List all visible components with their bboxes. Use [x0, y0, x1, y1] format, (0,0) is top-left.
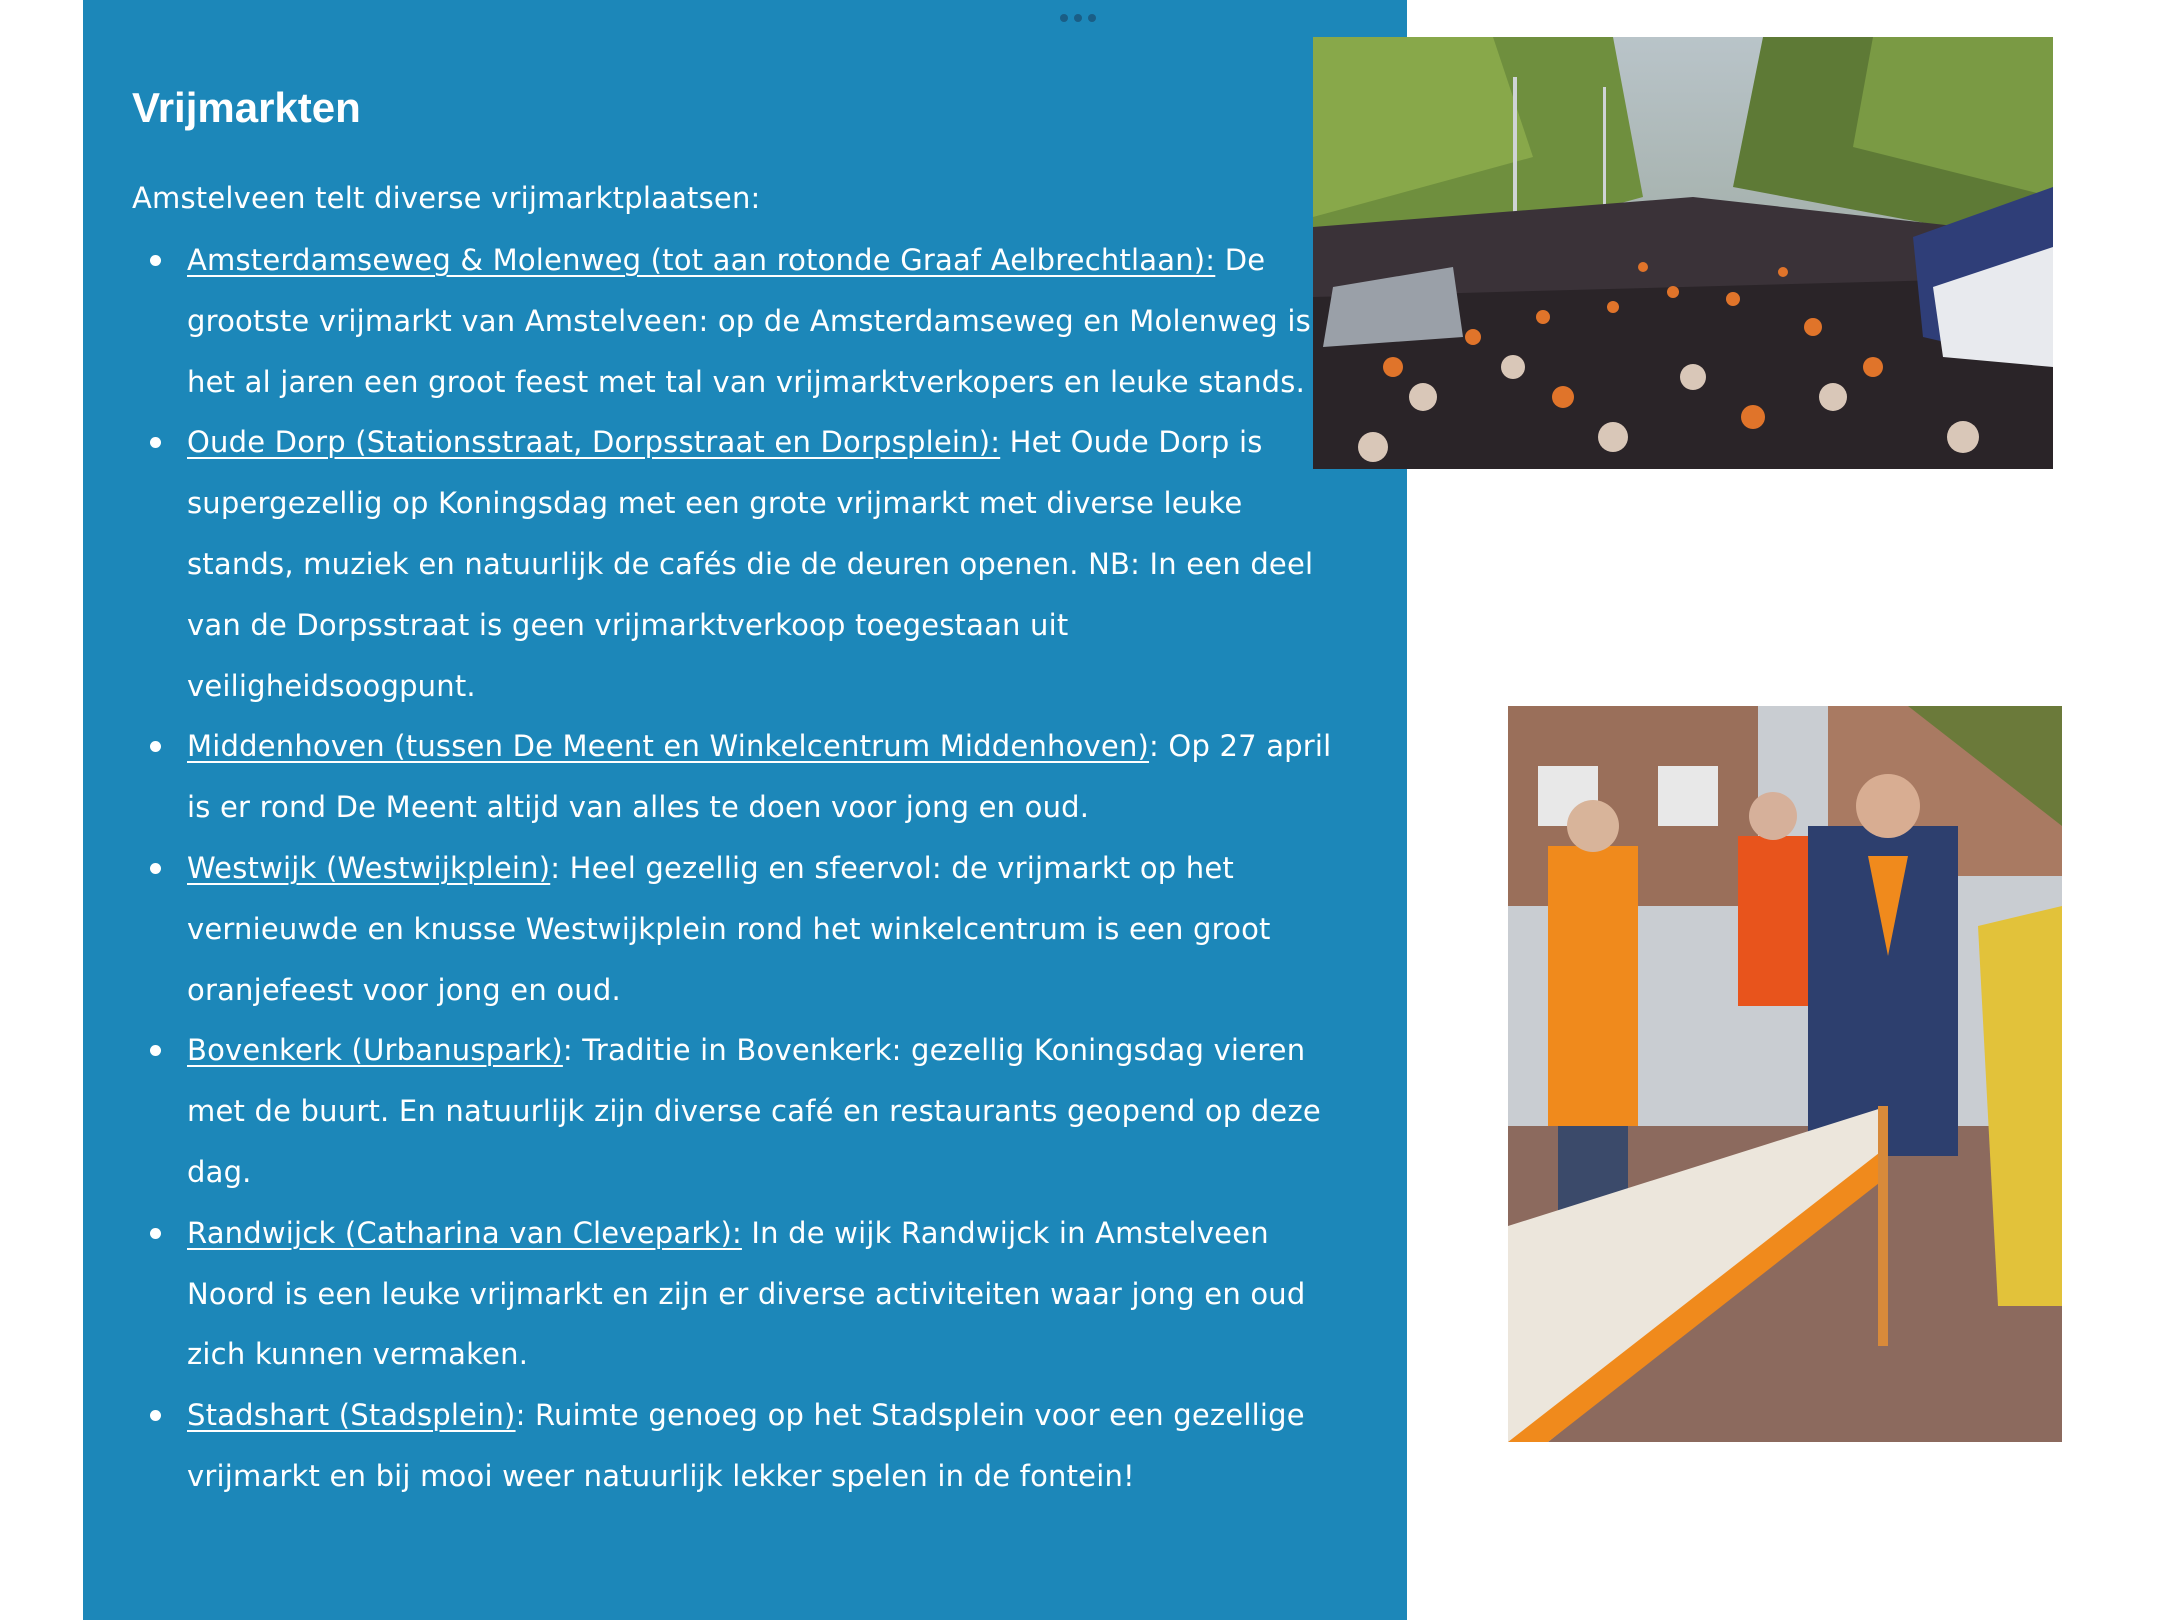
market-link[interactable]: Middenhoven (tussen De Meent en Winkelcentrum Middenhoven)	[187, 729, 1150, 764]
market-link[interactable]: Amsterdamseweg & Molenweg (tot aan rotonde Graaf Aelbrechtlaan):	[187, 243, 1216, 277]
market-description: : Ruimte genoeg op het Stadsplein voor een gezellige vrijmarkt en bij mooi weer natuurlijk lekker spelen in de fontein!	[187, 1398, 1305, 1493]
page-title: Vrijmarkten	[132, 84, 361, 131]
market-link[interactable]: Westwijk (Westwijkplein)	[187, 850, 551, 885]
market-description: Het Oude Dorp is supergezellig op Koningsdag met een grote vrijmarkt met diverse leuke stands, muziek en natuurlijk de cafés die de deuren openen. NB: In een deel van de Dorpsstraat is geen vrijmarktverkoop toegestaan uit veiligheidsoogpunt.	[187, 425, 1314, 703]
market-description: : Heel gezellig en sfeervol: de vrijmarkt op het vernieuwde en knusse Westwijkplein rond het winkelcentrum is een groot oranjefeest voor jong en oud.	[187, 850, 1271, 1007]
list-item	[132, 1203, 1332, 1385]
drag-handle-icon[interactable]	[1060, 14, 1096, 22]
market-description: In de wijk Randwijck in Amstelveen Noord is een leuke vrijmarkt en zijn er diverse activiteiten waar jong en oud zich kunnen vermaken.	[187, 1215, 1306, 1372]
list-item	[132, 412, 1332, 716]
intro-text: Amstelveen telt diverse vrijmarktplaatsen:	[132, 181, 761, 215]
list-item	[132, 1385, 1332, 1507]
market-link[interactable]: Stadshart (Stadsplein)	[187, 1398, 516, 1433]
list-item	[132, 716, 1332, 838]
mayor-game-photo	[1508, 706, 2062, 1442]
market-description: : Traditie in Bovenkerk: gezellig Koningsdag vieren met de buurt. En natuurlijk zijn diverse café en restaurants geopend op deze dag.	[187, 1033, 1321, 1189]
list-item	[132, 838, 1332, 1020]
market-description: : Op 27 april is er rond De Meent altijd van alles te doen voor jong en oud.	[187, 729, 1332, 825]
market-link[interactable]: Randwijck (Catharina van Clevepark):	[187, 1215, 742, 1250]
market-link[interactable]: Oude Dorp (Stationsstraat, Dorpsstraat en Dorpsplein):	[187, 425, 1001, 460]
street-market-crowd-photo	[1313, 37, 2053, 469]
list-item	[132, 1020, 1332, 1202]
list-item	[132, 230, 1332, 412]
market-description: De grootste vrijmarkt van Amstelveen: op de Amsterdamseweg en Molenweg is het al jaren een groot feest met tal van vrijmarktverkopers en leuke stands.	[187, 243, 1311, 399]
market-link[interactable]: Bovenkerk (Urbanuspark)	[187, 1033, 563, 1068]
market-list	[132, 230, 1332, 1507]
